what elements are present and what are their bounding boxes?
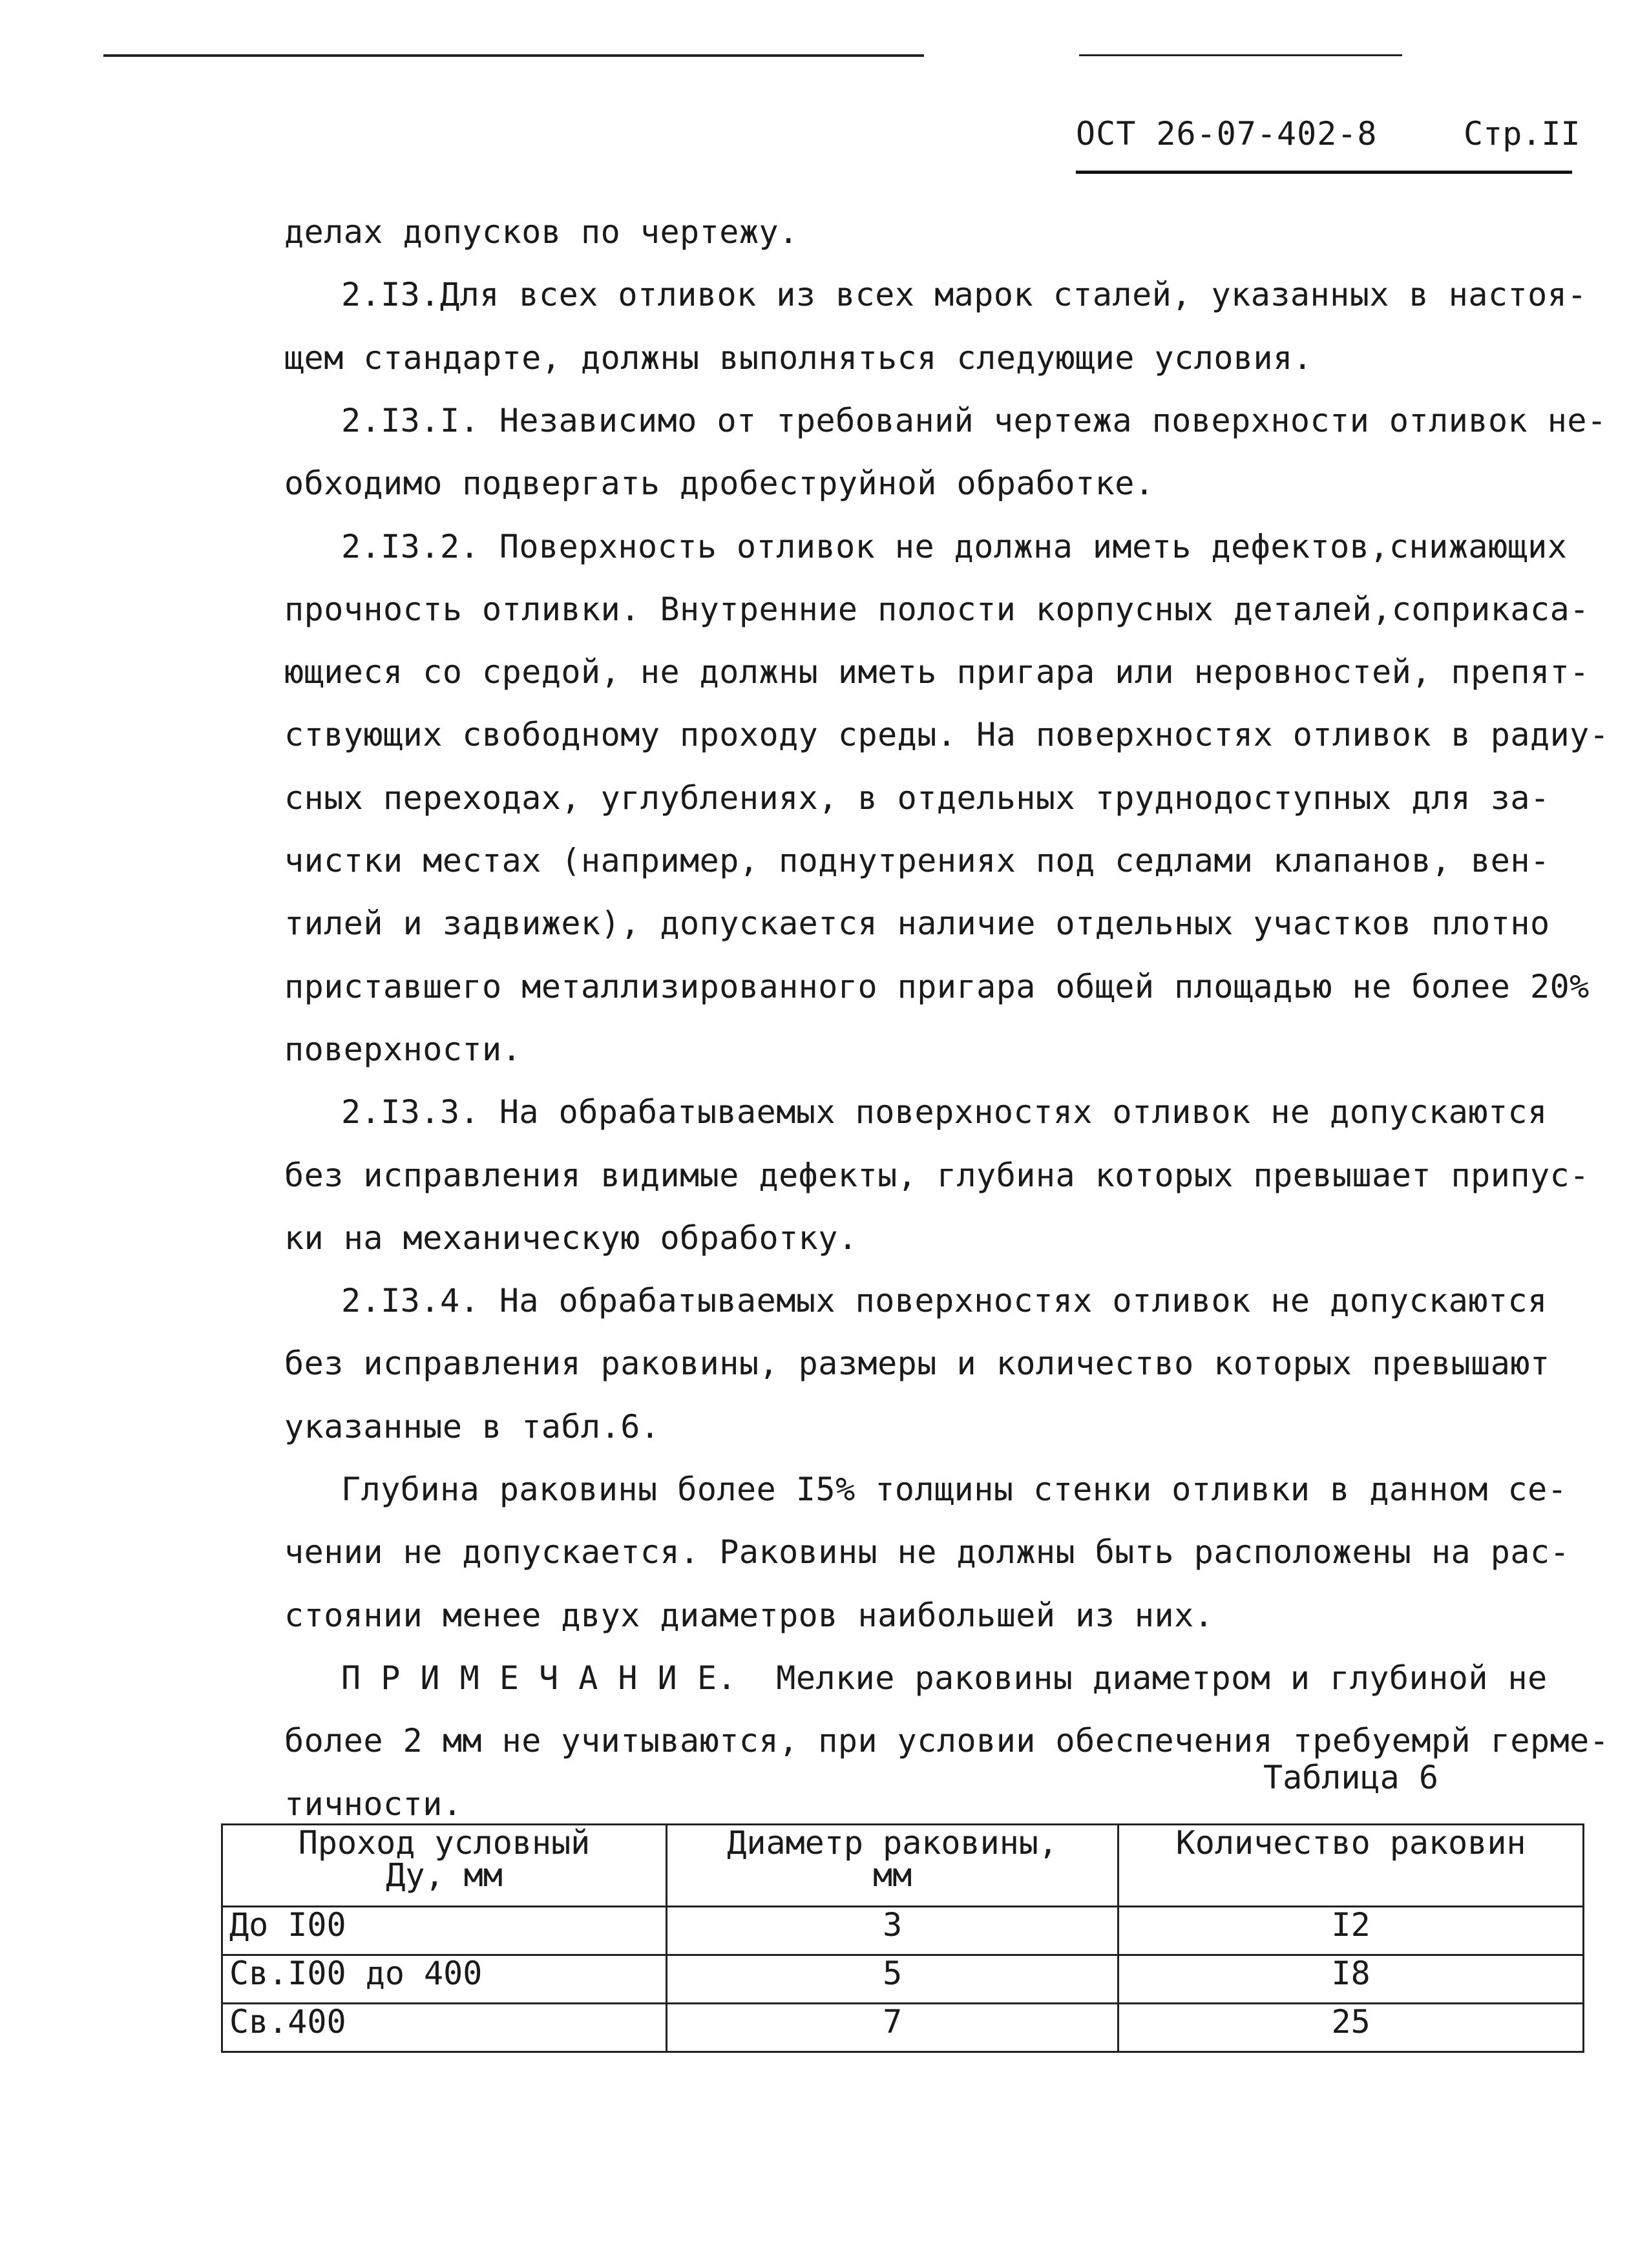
top-scan-line — [1079, 54, 1402, 56]
body-line: приставшего металлизированного пригара общей площадью не более 20% — [284, 968, 1590, 1005]
body-line: стоянии менее двух диаметров наибольшей из них. — [284, 1597, 1214, 1634]
table-row — [222, 1907, 1584, 1955]
top-scan-line — [103, 54, 924, 57]
table-header-row — [222, 1825, 1584, 1907]
body-line: сных переходах, углублениях, в отдельных труднодоступных для за- — [284, 779, 1550, 817]
body-line: чистки местах (например, поднутрениях под седлами клапанов, вен- — [284, 842, 1550, 879]
table-cell: До I00 — [222, 1907, 667, 1955]
table-cell: 3 — [667, 1907, 1119, 1955]
body-line: 2.I3.2. Поверхность отливок не должна иметь дефектов,снижающих — [341, 528, 1568, 565]
body-line: 2.I3.Для всех отливок из всех марок сталей, указанных в настоя- — [341, 276, 1587, 313]
table-caption: Таблица 6 — [1263, 1759, 1438, 1796]
header-cell-diameter: Диаметр раковины, мм — [667, 1825, 1119, 1907]
body-line: тичности. — [284, 1785, 463, 1823]
body-line: Глубина раковины более I5% толщины стенки отливки в данном се- — [341, 1471, 1568, 1508]
body-line: указанные в табл.6. — [284, 1408, 660, 1445]
body-line: 2.I3.I. Независимо от требований чертежа поверхности отливок не- — [341, 402, 1607, 439]
body-line: делах допусков по чертежу. — [284, 213, 799, 251]
body-line: ки на механическую обработку. — [284, 1219, 858, 1257]
table-cell: Св.I00 до 400 — [222, 1955, 667, 2004]
body-line: без исправления видимые дефекты, глубина которых превышает припус- — [284, 1157, 1590, 1194]
body-line: поверхности. — [284, 1031, 522, 1068]
table-cell: I2 — [1119, 1907, 1584, 1955]
body-line: без исправления раковины, размеры и количество которых превышают — [284, 1345, 1550, 1382]
body-line: 2.I3.4. На обрабатываемых поверхностях отливок не допускаются — [341, 1282, 1548, 1319]
header-cell-count: Количество раковин — [1119, 1825, 1584, 1907]
page-number: Стр.II — [1464, 115, 1581, 152]
body-line: ющиеся со средой, не должны иметь пригара или неровностей, препят- — [284, 653, 1590, 691]
table-cell: I8 — [1119, 1955, 1584, 2004]
document-code: ОСТ 26-07-402-8 — [1076, 115, 1378, 152]
table-cell: 5 — [667, 1955, 1119, 2004]
body-line: прочность отливки. Внутренние полости корпусных деталей,соприкаса- — [284, 591, 1590, 628]
table-row — [222, 2004, 1584, 2052]
body-line: ствующих свободному проходу среды. На поверхностях отливок в радиу- — [284, 716, 1610, 753]
header-underline — [1076, 171, 1572, 174]
table-cell: Св.400 — [222, 2004, 667, 2052]
table-row — [222, 1955, 1584, 2004]
table-cell: 7 — [667, 2004, 1119, 2052]
body-line: тилей и задвижек), допускается наличие отдельных участков плотно — [284, 905, 1550, 942]
body-line: более 2 мм не учитываются, при условии обеспечения требуемрй герме- — [284, 1722, 1610, 1759]
header-cell-passage: Проход условный Ду, мм — [222, 1825, 667, 1907]
body-line: обходимо подвергать дробеструйной обработке. — [284, 465, 1155, 502]
table-6 — [221, 1823, 1584, 2053]
body-line: чении не допускается. Раковины не должны быть расположены на рас- — [284, 1533, 1570, 1571]
body-line: щем стандарте, должны выполняться следующие условия. — [284, 339, 1313, 377]
body-line: 2.I3.3. На обрабатываемых поверхностях отливок не допускаются — [341, 1093, 1548, 1131]
body-line: П Р И М Е Ч А Н И Е. Мелкие раковины диаметром и глубиной не — [341, 1659, 1548, 1697]
table-cell: 25 — [1119, 2004, 1584, 2052]
